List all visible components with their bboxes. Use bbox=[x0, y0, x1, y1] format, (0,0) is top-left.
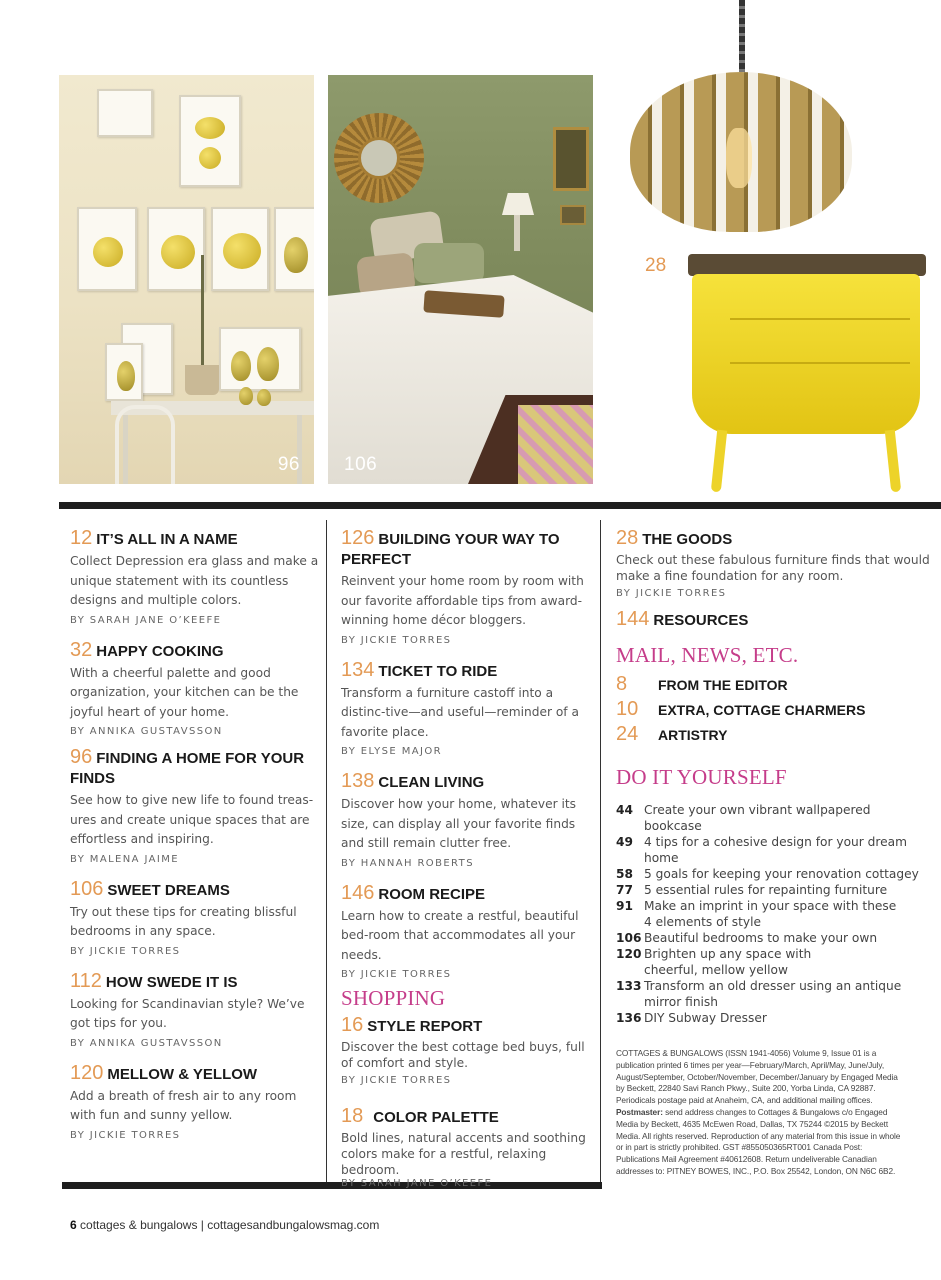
pear-illustration bbox=[231, 351, 251, 381]
page-number: 133 bbox=[616, 979, 642, 993]
article-byline: BY JICKIE TORRES bbox=[70, 1129, 181, 1141]
article-byline: BY JICKIE TORRES bbox=[341, 969, 452, 980]
article-description: Reinvent your home room by room with our favorite affordable tips from award-winning home décor bloggers. bbox=[341, 574, 584, 627]
diy-item[interactable] bbox=[616, 930, 931, 946]
article-description: With a cheerful palette and good organization, your kitchen can be the joyful heart of your home. bbox=[70, 665, 299, 719]
toc-entry[interactable] bbox=[341, 771, 596, 869]
lemon-illustration bbox=[195, 117, 225, 139]
toc-entry[interactable] bbox=[341, 1015, 596, 1086]
chair-back bbox=[115, 405, 175, 484]
article-byline: BY SARAH JANE O’KEEFE bbox=[70, 614, 222, 626]
article-title: SWEET DREAMS bbox=[107, 881, 230, 899]
toc-entry[interactable] bbox=[70, 528, 320, 626]
yellow-chest bbox=[692, 274, 920, 434]
topiary-pot bbox=[185, 365, 219, 395]
article-title: STYLE REPORT bbox=[367, 1018, 483, 1035]
article-description: Try out these tips for creating blissful bedrooms in any space. bbox=[70, 904, 297, 938]
pear-illustration bbox=[117, 361, 135, 391]
chest-drawer-line bbox=[730, 318, 910, 320]
page-number: 10 bbox=[616, 698, 639, 720]
chest-leg bbox=[711, 430, 727, 493]
article-byline: BY ANNIKA GUSTAVSSON bbox=[70, 1037, 223, 1049]
chest-leg bbox=[885, 430, 901, 493]
pear-illustration bbox=[284, 237, 308, 273]
article-byline: BY MALENA JAIME bbox=[70, 853, 179, 865]
article-byline: BY JICKIE TORRES bbox=[341, 634, 452, 646]
diy-item[interactable] bbox=[616, 1010, 931, 1026]
section-title-shopping: SHOPPING bbox=[341, 986, 446, 1010]
pendant-bulb bbox=[726, 128, 752, 188]
fruit-illustration bbox=[161, 235, 195, 269]
article-description: See how to give new life to found treas-ures and create unique spaces that are effortless and inspiring. bbox=[70, 793, 314, 846]
photo-page-number: 96 bbox=[277, 454, 300, 475]
lamp-base bbox=[514, 215, 520, 251]
page-number: 144 bbox=[616, 608, 650, 630]
page-number: 134 bbox=[341, 658, 375, 681]
diy-item-text: 5 essential rules for repainting furniture bbox=[644, 883, 888, 897]
article-title: ROOM RECIPE bbox=[378, 885, 486, 903]
article-title: BUILDING YOUR WAY TO PERFECT bbox=[341, 531, 560, 568]
diy-item-text: 4 tips for a cohesive design for your dream home bbox=[644, 835, 907, 865]
print-frame bbox=[77, 207, 137, 291]
article-title: THE GOODS bbox=[642, 531, 733, 548]
diy-item-text: DIY Subway Dresser bbox=[644, 1011, 767, 1025]
print-frame bbox=[105, 343, 143, 401]
fruit-illustration bbox=[93, 237, 123, 267]
article-title: CLEAN LIVING bbox=[378, 774, 485, 791]
article-byline: BY ANNIKA GUSTAVSSON bbox=[70, 726, 223, 737]
page-number: 18 bbox=[341, 1105, 364, 1127]
floral-quilt bbox=[518, 405, 593, 484]
diy-item[interactable] bbox=[616, 882, 931, 898]
diy-item-text: Transform an old dresser using an antique mirror finish bbox=[644, 979, 902, 1009]
mail-item-label: EXTRA, COTTAGE CHARMERS bbox=[658, 702, 866, 718]
toc-entry[interactable] bbox=[616, 528, 931, 599]
mail-item-label: ARTISTRY bbox=[658, 727, 728, 743]
page-number: 44 bbox=[616, 803, 633, 817]
diy-item[interactable] bbox=[616, 866, 931, 882]
mail-item[interactable] bbox=[616, 672, 931, 697]
section-title-diy: DO IT YOURSELF bbox=[616, 765, 787, 789]
diy-item[interactable] bbox=[616, 802, 931, 834]
toc-entry[interactable] bbox=[70, 640, 320, 738]
article-title: HAPPY COOKING bbox=[96, 642, 224, 660]
footer-page-number: 6 bbox=[70, 1218, 77, 1232]
top-divider bbox=[59, 502, 941, 509]
pear-illustration bbox=[257, 347, 279, 381]
page-number: 120 bbox=[616, 947, 642, 961]
toc-entry[interactable] bbox=[70, 879, 320, 957]
article-title: FINDING A HOME FOR YOUR FINDS bbox=[70, 750, 305, 787]
page-number: 126 bbox=[341, 527, 375, 549]
wall-painting bbox=[553, 127, 589, 191]
mirror-glass bbox=[358, 137, 400, 179]
diy-item[interactable] bbox=[616, 978, 931, 1010]
lemon-illustration bbox=[199, 147, 221, 169]
mail-list bbox=[616, 672, 931, 747]
print-frame bbox=[147, 207, 205, 291]
print-frame bbox=[179, 95, 241, 187]
lamp-shade bbox=[502, 193, 534, 215]
chest-drawer-line bbox=[730, 362, 910, 364]
fruit-illustration bbox=[223, 233, 261, 269]
article-title: COLOR PALETTE bbox=[373, 1109, 499, 1126]
article-description: Check out these fabulous furniture finds that would make a fine foundation for any room. bbox=[616, 553, 930, 583]
pear-on-table bbox=[239, 387, 253, 405]
article-byline: BY ELYSE MAJOR bbox=[341, 746, 442, 757]
diy-list bbox=[616, 802, 931, 1026]
page-number: 106 bbox=[70, 877, 104, 900]
page-number: 146 bbox=[341, 881, 375, 904]
toc-entry[interactable] bbox=[341, 1106, 596, 1189]
article-byline: BY HANNAH ROBERTS bbox=[341, 857, 474, 869]
diy-item[interactable] bbox=[616, 834, 931, 866]
pillow bbox=[414, 243, 484, 283]
toc-entry[interactable] bbox=[70, 971, 320, 1049]
page-number: 16 bbox=[341, 1014, 364, 1036]
toc-entry[interactable] bbox=[341, 660, 596, 758]
article-title: IT’S ALL IN A NAME bbox=[96, 531, 238, 548]
article-byline: BY JICKIE TORRES bbox=[616, 588, 727, 599]
publication-fine-print bbox=[616, 1048, 904, 1178]
toc-column-3 bbox=[616, 528, 931, 1178]
chest-top bbox=[688, 254, 926, 276]
diy-item-text: 5 goals for keeping your renovation cottagey bbox=[644, 867, 919, 881]
print-frame bbox=[97, 89, 153, 137]
article-description: Add a breath of fresh air to any room with fun and sunny yellow. bbox=[70, 1088, 297, 1122]
article-byline: BY SARAH JANE O’KEEFE bbox=[341, 1178, 493, 1189]
photo-page-number: 28 bbox=[645, 255, 667, 276]
photo-bedroom bbox=[328, 75, 593, 484]
article-title: TICKET TO RIDE bbox=[378, 662, 498, 680]
article-title: HOW SWEDE IT IS bbox=[105, 973, 238, 991]
diy-item-text: Make an imprint in your space with these 4 elements of style bbox=[644, 899, 897, 929]
photo-page-number: 106 bbox=[344, 454, 378, 475]
page-number: 106 bbox=[616, 931, 642, 945]
page-number: 136 bbox=[616, 1011, 642, 1025]
page-number: 120 bbox=[70, 1061, 104, 1084]
page-number: 138 bbox=[341, 770, 375, 792]
fine-print-label: Postmaster: bbox=[616, 1106, 663, 1117]
article-description: Discover how your home, whatever its size, can display all your favorite finds and still remain clutter free. bbox=[341, 797, 577, 850]
page-number: 24 bbox=[616, 723, 639, 745]
photo-botanical-prints bbox=[59, 75, 314, 484]
toc-entry[interactable] bbox=[341, 528, 596, 646]
page-number: 96 bbox=[70, 746, 93, 768]
fine-print-a: COTTAGES & BUNGALOWS (ISSN 1941-4056) Volume 9, Issue 01 is a publication printed 6 times per year—February/March, April/May, June/July, August/September, October/November, December/January by Engaged Media by Beckett, 22840 Savi Ranch Pkwy., Suite 200, Yorba Linda, CA 92887. Periodicals postage paid at Anaheim, CA, and additional mailing offices. bbox=[616, 1048, 898, 1106]
fine-print-b: send address changes to Cottages & Bungalows c/o Engaged Media by Beckett, 4635 McEwen Road, Dallas, TX 75244 ©2015 by Beckett Media. All rights reserved. Reproduction of any material from this issue in whole or in part is strictly prohibited. GST #855050365RT001 Canada Post: Publications Mail Agreement #40612608. Return undeliverable Canadian addresses to: PITNEY BOWES, INC., P.O. Box 25542, London, ON N6C 6B2. bbox=[616, 1106, 901, 1176]
toc-entry[interactable] bbox=[341, 883, 596, 981]
section-title-mail: MAIL, NEWS, ETC. bbox=[616, 643, 799, 667]
article-description: Transform a furniture castoff into a distinc-tive—and useful—reminder of a favorite place. bbox=[341, 685, 579, 739]
page-number: 12 bbox=[70, 527, 93, 549]
toc-entry[interactable] bbox=[616, 609, 931, 631]
page-number: 58 bbox=[616, 867, 633, 881]
page-number: 8 bbox=[616, 673, 628, 695]
article-title: MELLOW & YELLOW bbox=[107, 1065, 258, 1083]
diy-item-text: Beautiful bedrooms to make your own bbox=[644, 931, 878, 945]
topiary-stem bbox=[201, 255, 204, 365]
article-description: Bold lines, natural accents and soothing colors make for a restful, relaxing bedroom. bbox=[341, 1131, 586, 1177]
diy-item[interactable] bbox=[616, 898, 931, 930]
mail-item-label: FROM THE EDITOR bbox=[658, 677, 788, 693]
article-description: Looking for Scandinavian style? We’ve got tips for you. bbox=[70, 996, 305, 1030]
article-byline: BY JICKIE TORRES bbox=[341, 1075, 452, 1086]
page-number: 32 bbox=[70, 638, 93, 661]
article-description: Learn how to create a restful, beautiful bed-room that accommodates all your needs. bbox=[341, 908, 579, 962]
page-number: 91 bbox=[616, 899, 633, 913]
diy-item-text: Brighten up any space with cheerful, mellow yellow bbox=[644, 947, 812, 977]
article-title: RESOURCES bbox=[653, 612, 749, 629]
print-frame bbox=[211, 207, 269, 291]
page-number: 77 bbox=[616, 883, 633, 897]
footer-text: cottages & bungalows | cottagesandbungalowsmag.com bbox=[80, 1218, 380, 1232]
article-description: Discover the best cottage bed buys, full of comfort and style. bbox=[341, 1040, 585, 1070]
toc-entry[interactable] bbox=[70, 747, 320, 865]
column-divider bbox=[600, 520, 601, 1184]
page-number: 28 bbox=[616, 527, 639, 549]
mail-item[interactable] bbox=[616, 697, 931, 722]
page-number: 49 bbox=[616, 835, 633, 849]
article-description: Collect Depression era glass and make a unique statement with its countless designs and multiple colors. bbox=[70, 554, 319, 607]
wall-painting bbox=[560, 205, 586, 225]
mail-item[interactable] bbox=[616, 722, 931, 747]
print-frame bbox=[219, 327, 301, 391]
column-divider bbox=[326, 520, 327, 1184]
toc-column-2 bbox=[341, 528, 596, 1203]
toc-column-1 bbox=[70, 528, 320, 1155]
diy-item[interactable] bbox=[616, 946, 931, 978]
pear-on-table bbox=[257, 389, 271, 406]
pendant-chain bbox=[739, 0, 745, 72]
diy-item-text: Create your own vibrant wallpapered bookcase bbox=[644, 803, 871, 833]
article-byline: BY JICKIE TORRES bbox=[70, 945, 181, 957]
page-footer bbox=[70, 1218, 379, 1232]
page-number: 112 bbox=[70, 969, 102, 992]
toc-entry[interactable] bbox=[70, 1063, 320, 1141]
print-frame bbox=[274, 207, 314, 291]
